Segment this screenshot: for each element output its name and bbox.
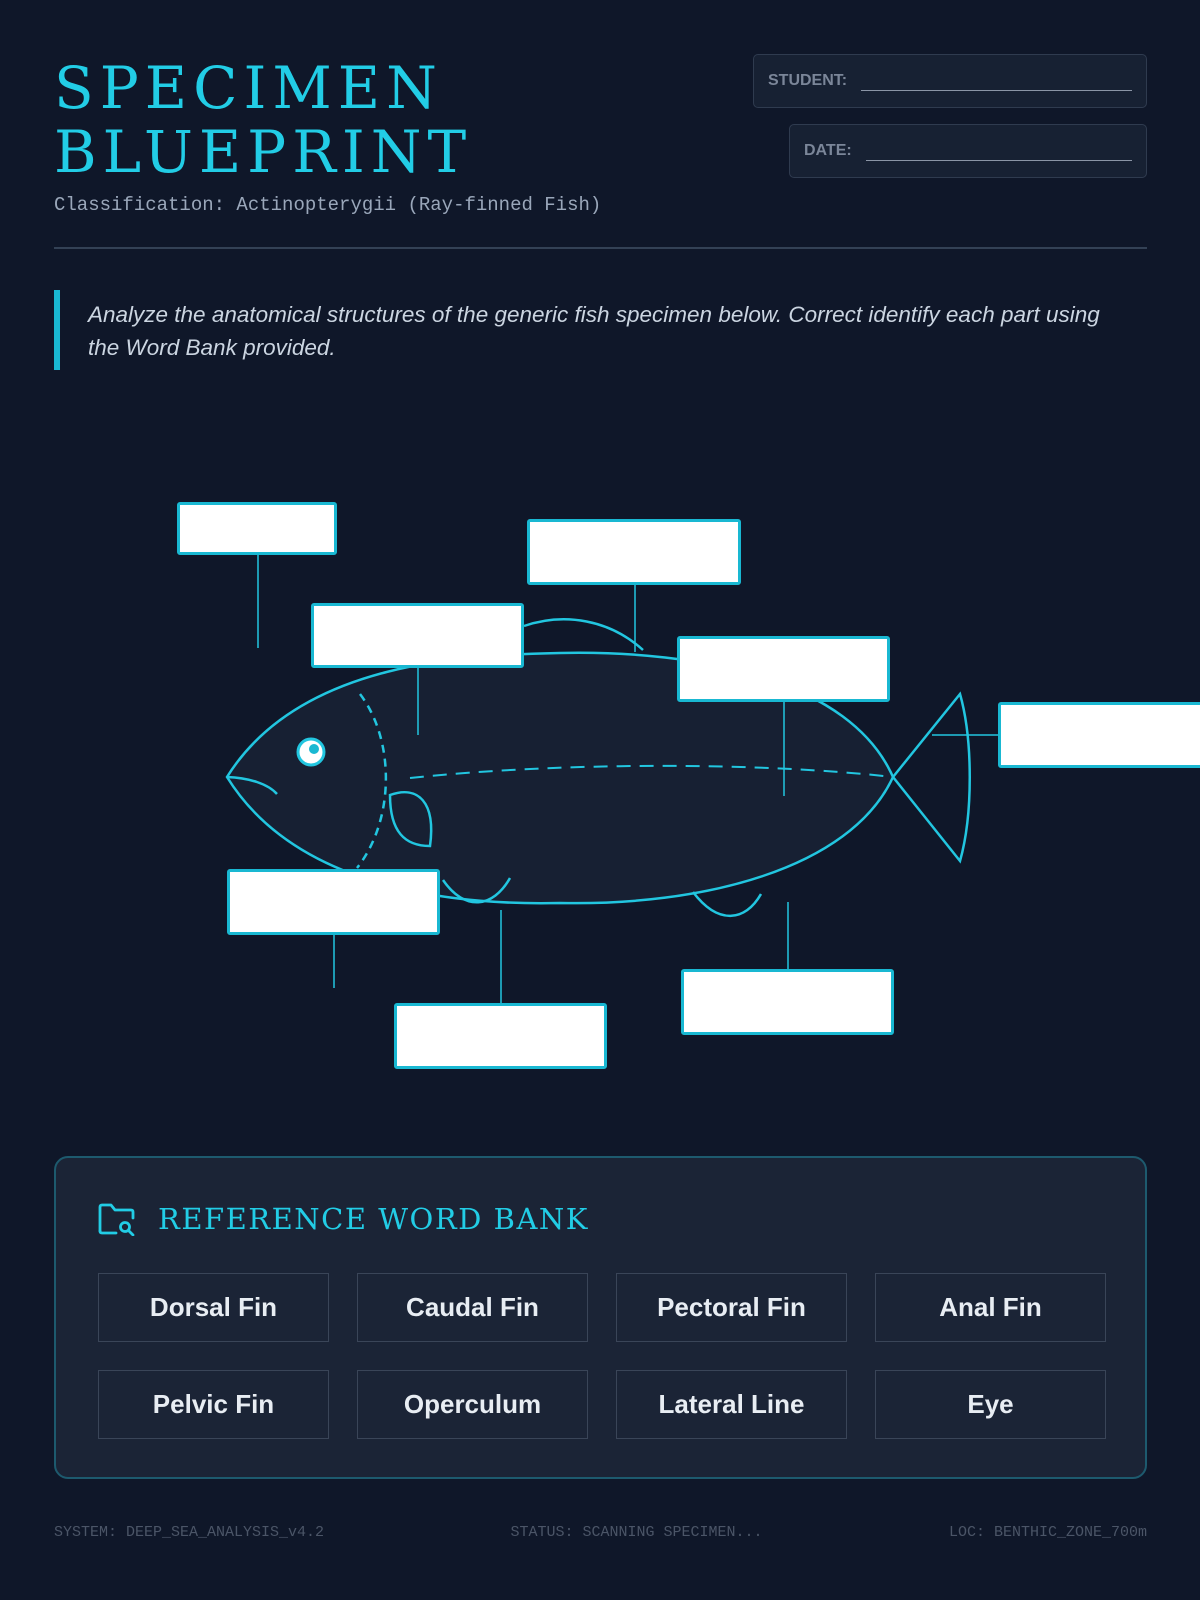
classification-subtitle: Classification: Actinopterygii (Ray-finned Fish) [54, 194, 602, 216]
word-bank-header [98, 1202, 589, 1236]
label-box-3[interactable] [311, 603, 524, 668]
footer-system: SYSTEM: DEEP_SEA_ANALYSIS_v4.2 [54, 1524, 325, 1541]
word-dorsal-fin[interactable]: Dorsal Fin [98, 1273, 329, 1342]
word-operculum[interactable]: Operculum [357, 1370, 588, 1439]
word-anal-fin[interactable]: Anal Fin [875, 1273, 1106, 1342]
label-box-1[interactable] [177, 502, 337, 555]
dorsal-fin [524, 619, 643, 650]
footer-location: LOC: BENTHIC_ZONE_700m [948, 1524, 1147, 1541]
status-footer [54, 1524, 1147, 1541]
word-caudal-fin[interactable]: Caudal Fin [357, 1273, 588, 1342]
label-box-8[interactable] [681, 969, 894, 1035]
instructions-callout: Analyze the anatomical structures of the generic fish specimen below. Correct identify each part using the Word Bank provided. [54, 290, 1114, 370]
word-pelvic-fin[interactable]: Pelvic Fin [98, 1370, 329, 1439]
title-line-2: BLUEPRINT [54, 118, 473, 186]
word-bank-panel [54, 1156, 1147, 1479]
word-bank-title: REFERENCE WORD BANK [158, 1202, 589, 1236]
anal-fin [693, 892, 761, 916]
label-box-2[interactable] [527, 519, 741, 585]
caudal-fin [893, 694, 970, 861]
word-pectoral-fin[interactable]: Pectoral Fin [616, 1273, 847, 1342]
word-lateral-line[interactable]: Lateral Line [616, 1370, 847, 1439]
footer-status: STATUS: SCANNING SPECIMEN... [510, 1524, 763, 1541]
folder-search-icon [98, 1202, 136, 1236]
label-box-6[interactable] [227, 869, 440, 935]
label-box-5[interactable] [998, 702, 1200, 768]
word-bank-grid [98, 1273, 1106, 1439]
date-label: DATE: [804, 142, 852, 159]
word-eye[interactable]: Eye [875, 1370, 1106, 1439]
student-label: STUDENT: [768, 72, 848, 89]
label-box-4[interactable] [677, 636, 890, 702]
eye-pupil [309, 744, 319, 754]
title-line-1: SPECIMEN [54, 54, 443, 122]
label-box-7[interactable] [394, 1003, 607, 1069]
